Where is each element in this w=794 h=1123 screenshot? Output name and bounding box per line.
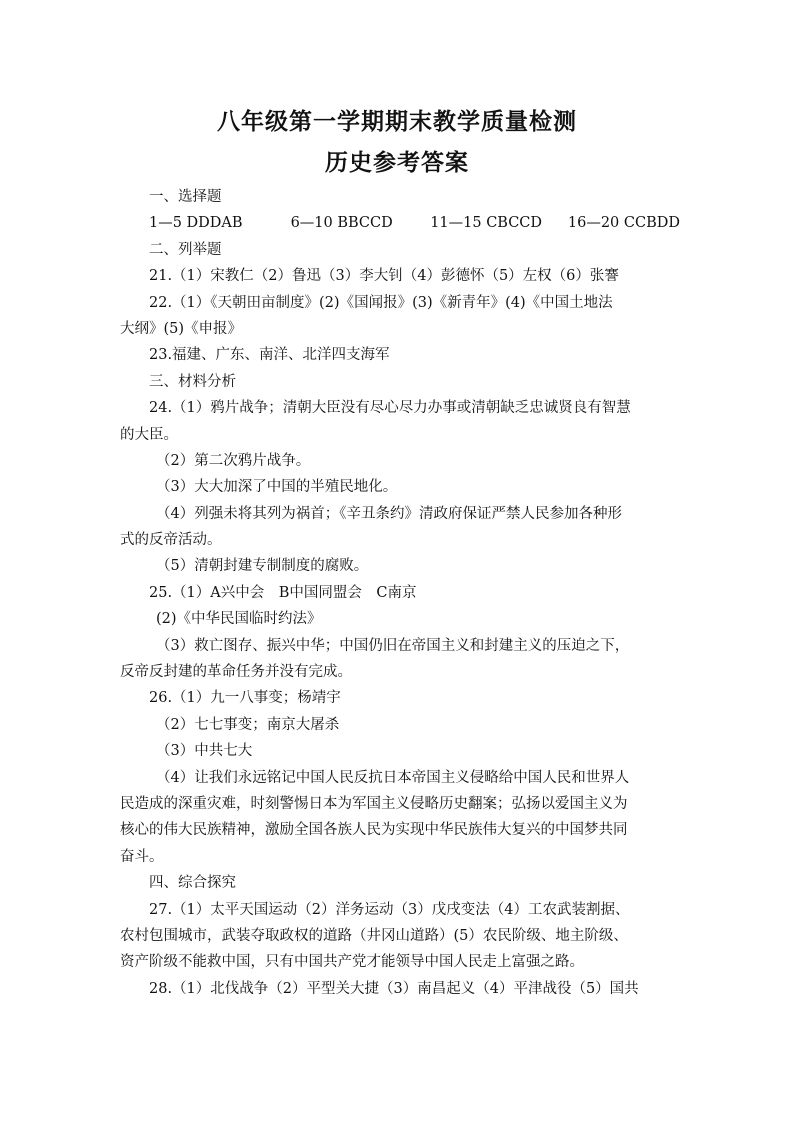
answer-line: 反帝反封建的革命任务并没有完成。 <box>120 664 352 681</box>
answer-line: 23.福建、广东、南洋、北洋四支海军 <box>149 347 390 364</box>
answer-line: 24.（1）鸦片战争；清朝大臣没有尽心尽力办事或清朝缺乏忠诚贤良有智慧 <box>149 400 631 417</box>
section-heading-list: 二、列举题 <box>149 241 222 258</box>
section-heading-inquiry: 四、综合探究 <box>149 875 236 892</box>
answer-line: （4）列强未将其列为祸首；《辛丑条约》清政府保证严禁人民参加各种形 <box>156 505 622 522</box>
answer-line: （2）七七事变；南京大屠杀 <box>156 716 340 733</box>
answer-line: （2）第二次鸦片战争。 <box>156 452 311 469</box>
answer-line: （3）中共七大 <box>156 743 253 760</box>
answer-line: 奋斗。 <box>120 848 164 865</box>
answer-line: （3）大大加深了中国的半殖民地化。 <box>156 479 398 496</box>
answer-line: 26.（1）九一八事变；杨靖宇 <box>149 690 341 707</box>
section-heading-material: 三、材料分析 <box>149 373 236 390</box>
choice-answers <box>120 210 680 236</box>
section-heading-choice: 一、选择题 <box>149 189 222 205</box>
answer-line: 21.（1）宋教仁（2）鲁迅（3）李大钊（4）彭德怀（5）左权（6）张謇 <box>149 268 619 285</box>
answer-line: 22.（1）《天朝田亩制度》(2)《国闻报》(3)《新青年》(4)《中国土地法 <box>149 294 613 311</box>
answer-line: （3）救亡图存、振兴中华；中国仍旧在帝国主义和封建主义的压迫之下， <box>156 637 630 654</box>
answer-line: (2)《中华民国临时约法》 <box>156 611 322 628</box>
choice-answer-6-10: 6—10 BBCCD <box>290 215 393 232</box>
choice-answer-1-5: 1—5 DDDAB <box>149 215 243 232</box>
choice-answer-16-20: 16—20 CCBDD <box>567 215 680 232</box>
answer-line: 大纲》(5)《申报》 <box>120 320 243 337</box>
answer-line: （4）让我们永远铭记中国人民反抗日本帝国主义侵略给中国人民和世界人 <box>156 769 630 786</box>
answer-line: 核心的伟大民族精神，激励全国各族人民为实现中华民族伟大复兴的中国梦共同 <box>120 822 628 839</box>
answer-line: 式的反帝活动。 <box>120 532 222 549</box>
answer-line: 27.（1）太平天国运动（2）洋务运动（3）戊戌变法（4）工农武装割据、 <box>149 901 630 918</box>
answer-line: 的大臣。 <box>120 426 178 443</box>
answer-line: （5）清朝封建专制制度的腐败。 <box>156 558 369 575</box>
answer-line: 民造成的深重灾难，时刻警惕日本为军国主义侵略历史翻案；弘扬以爱国主义为 <box>120 795 628 812</box>
page-title: 八年级第一学期期末教学质量检测 <box>217 108 577 135</box>
answer-line: 25.（1）A兴中会 B中国同盟会 C南京 <box>149 584 417 601</box>
answer-line: 农村包围城市，武装夺取政权的道路（井冈山道路）(5）农民阶级、地主阶级、 <box>120 927 628 944</box>
choice-answer-11-15: 11—15 CBCCD <box>430 215 543 232</box>
answer-body <box>120 184 680 1002</box>
answer-line: 资产阶级不能救中国，只有中国共产党才能领导中国人民走上富强之路。 <box>120 954 584 971</box>
page-subtitle: 历史参考答案 <box>325 149 469 176</box>
answer-line: 28.（1）北伐战争（2）平型关大捷（3）南昌起义（4）平津战役（5）国共 <box>149 980 639 997</box>
